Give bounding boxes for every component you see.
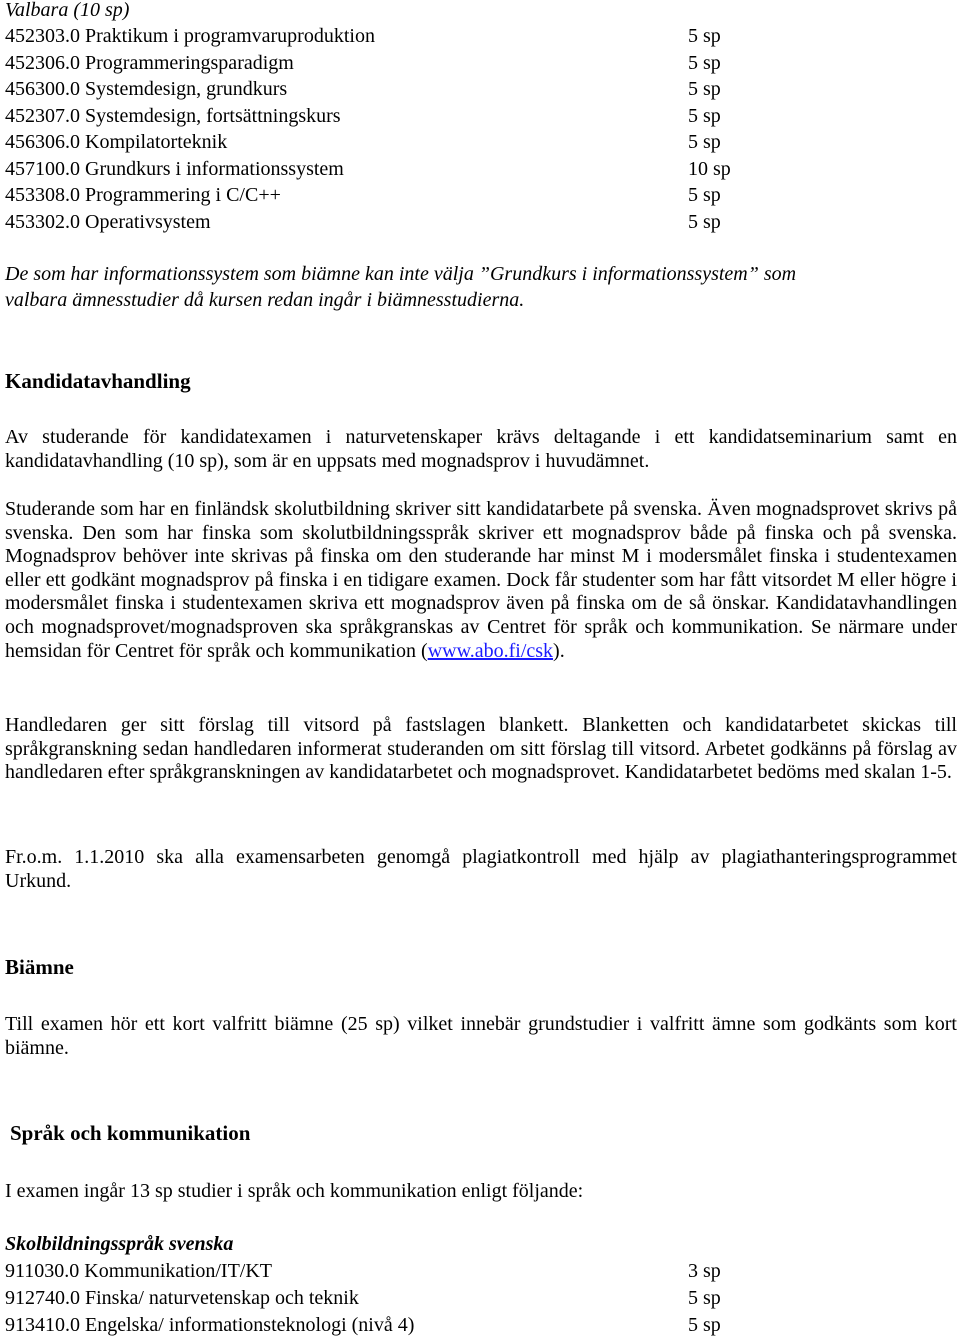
course-name: Programmering i C/C++ bbox=[85, 184, 281, 206]
course-name: Systemdesign, grundkurs bbox=[85, 78, 288, 100]
kandidat-paragraph-2-text: Studerande som har en finländsk skolutbildning skriver sitt kandidatarbete på svenska. Även mognadsprovet skrivs på svenska. Den som har finska som skolutbildningsspråk skriver ett mognadsprov både på finska och på svenska. Mognadsprov behöver inte skrivas på finska om den studerande har minst M i modersmålet finska i studentexamen eller ett godkänt mognadsprov på finska i en tidigare examen. Dock får studenter som har fått vitsordet M eller högre i modersmålet finska i studentexamen skriva ett mognadsprov även på finska om de så önskar. Kandidatavhandlingen och mognadsprovet/mognadsproven ska språkgranskas av Centret för språk och kommunikation. Se närmare under hemsidan för Centret för språk och kommunikation ( bbox=[5, 498, 957, 662]
kandidat-paragraph-4: Fr.o.m. 1.1.2010 ska alla examensarbeten genomgå plagiatkontroll med hjälp av plagiathanteringsprogrammet Urkund. bbox=[5, 846, 957, 892]
course-code: 452303.0 bbox=[5, 25, 80, 47]
course-code: 911030.0 bbox=[5, 1260, 80, 1282]
course-row bbox=[5, 130, 721, 154]
course-row bbox=[5, 24, 721, 48]
course-row bbox=[5, 210, 721, 234]
course-credits: 10 sp bbox=[688, 157, 731, 180]
course-code: 453308.0 bbox=[5, 184, 80, 206]
section-heading-biamne: Biämne bbox=[5, 955, 74, 979]
kandidat-paragraph-1: Av studerande för kandidatexamen i naturvetenskaper krävs deltagande i ett kandidatseminarium samt en kandidatavhandling (10 sp), som är en uppsats med mognadsprov i huvudämnet. bbox=[5, 426, 957, 472]
course-code: 912740.0 bbox=[5, 1287, 80, 1309]
course-credits: 5 sp bbox=[688, 78, 721, 100]
kandidat-paragraph-2-end: ). bbox=[553, 639, 565, 662]
course-name: Kommunikation/IT/KT bbox=[84, 1260, 273, 1282]
course-name: Finska/ naturvetenskap och teknik bbox=[85, 1287, 359, 1309]
course-code: 452306.0 bbox=[5, 51, 80, 74]
course-credits: 5 sp bbox=[688, 51, 721, 74]
valbara-note-line-2: valbara ämnesstudier då kursen redan ingår i biämnesstudierna. bbox=[5, 289, 525, 311]
valbara-heading: Valbara (10 sp) bbox=[5, 0, 130, 21]
course-credits: 3 sp bbox=[688, 1260, 721, 1282]
course-code: 456300.0 bbox=[5, 78, 80, 100]
course-row bbox=[5, 157, 731, 181]
csk-link[interactable]: www.abo.fi/csk bbox=[427, 639, 554, 662]
course-credits: 5 sp bbox=[688, 210, 721, 233]
course-code: 453302.0 bbox=[5, 210, 80, 233]
course-credits: 5 sp bbox=[688, 1287, 721, 1309]
course-row bbox=[5, 51, 721, 75]
valbara-note-line-1: De som har informationssystem som biämne kan inte välja ”Grundkurs i informationssystem” som bbox=[5, 263, 797, 285]
course-name: Kompilatorteknik bbox=[85, 131, 228, 153]
course-row bbox=[5, 104, 721, 128]
course-code: 913410.0 bbox=[5, 1314, 80, 1336]
course-row bbox=[5, 1313, 721, 1337]
course-row bbox=[5, 77, 721, 101]
course-code: 456306.0 bbox=[5, 131, 80, 153]
section-heading-sprak: Språk och kommunikation bbox=[10, 1121, 251, 1145]
course-name: Operativsystem bbox=[85, 210, 211, 233]
course-name: Praktikum i programvaruproduktion bbox=[85, 25, 375, 47]
kandidat-paragraph-3: Handledaren ger sitt förslag till vitsord på fastslagen blankett. Blanketten och kandidatarbetet skickas till språkgranskning sedan handledaren informerat studeranden om sitt förslag till vitsord. Arbetet godkänns på förslag av handledaren efter språkgranskningen av kandidatarbetet och mognadsprovet. Kandidatarbetet bedöms med skalan 1-5. bbox=[5, 714, 957, 784]
course-name: Engelska/ informationsteknologi (nivå 4) bbox=[85, 1314, 415, 1336]
course-code: 457100.0 bbox=[5, 157, 80, 180]
kandidat-paragraph-2 bbox=[5, 498, 957, 663]
course-credits: 5 sp bbox=[688, 25, 721, 47]
course-code: 452307.0 bbox=[5, 104, 80, 127]
sprak-paragraph: I examen ingår 13 sp studier i språk och kommunikation enligt följande: bbox=[5, 1180, 584, 1202]
course-row bbox=[5, 183, 721, 207]
course-credits: 5 sp bbox=[688, 131, 721, 153]
course-credits: 5 sp bbox=[688, 184, 721, 206]
section-heading-kandidatavhandling: Kandidatavhandling bbox=[5, 369, 191, 393]
course-row bbox=[5, 1286, 721, 1310]
biamne-paragraph: Till examen hör ett kort valfritt biämne (25 sp) vilket innebär grundstudier i valfritt ämne som godkänts som kort biämne. bbox=[5, 1013, 957, 1059]
course-name: Programmeringsparadigm bbox=[85, 51, 294, 74]
course-credits: 5 sp bbox=[688, 1314, 721, 1336]
course-credits: 5 sp bbox=[688, 104, 721, 127]
course-name: Systemdesign, fortsättningskurs bbox=[85, 104, 341, 127]
sprak-subheading: Skolbildningsspråk svenska bbox=[5, 1233, 234, 1255]
course-name: Grundkurs i informationssystem bbox=[85, 157, 344, 180]
course-row bbox=[5, 1259, 721, 1283]
